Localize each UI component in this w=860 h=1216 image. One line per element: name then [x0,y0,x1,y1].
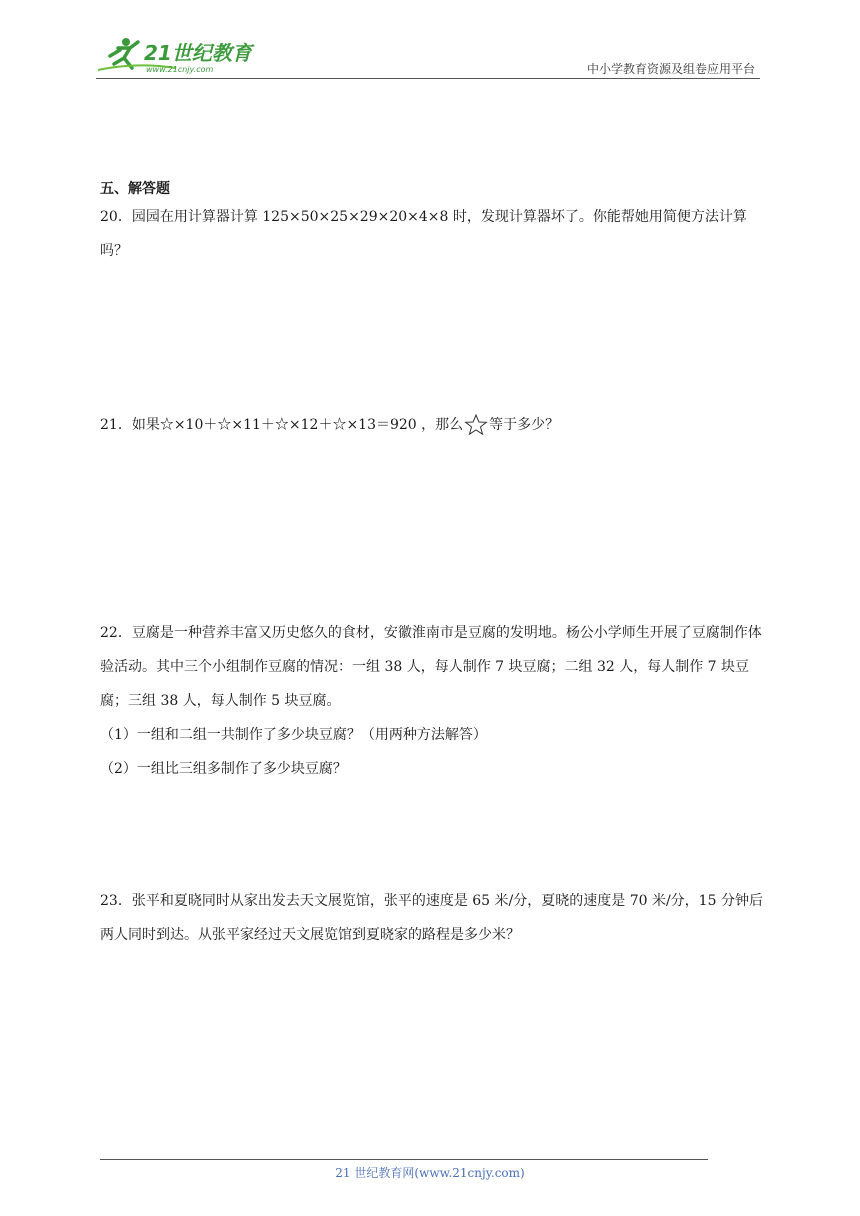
question-22-part-1: （1）一组和二组一共制作了多少块豆腐？（用两种方法解答） [100,727,487,743]
question-23: 23．张平和夏晓同时从家出发去天文展览馆，张平的速度是 65 米/分，夏晓的速度是 70 米/分，15 分钟后两人同时到达。从张平家经过天文展览馆到夏晓家的路程是多少米？ [100,893,763,943]
footer-divider [100,1159,708,1160]
logo-21cnjy [96,34,266,78]
question-21-tail: 等于多少？ [489,417,560,433]
question-22 [100,616,765,786]
footer-text: 21 世纪教育网(www.21cnjy.com) [335,1166,525,1180]
question-21-text: 21．如果☆×10＋☆×11＋☆×12＋☆×13＝920 ，那么 [100,417,464,433]
question-21 [100,408,765,442]
question-20: 20．园园在用计算器计算 125×50×25×29×20×4×8 时，发现计算器坏了。你能帮她用简便方法计算吗？ [100,209,747,259]
logo-url: www.21cnjy.com [146,65,214,74]
logo-text: 21世纪教育 [144,41,252,65]
platform-name: 中小学教育资源及组卷应用平台 [586,62,755,76]
section-title: 五、解答题 [100,181,170,197]
star-outline-icon [464,413,488,437]
question-22-part-2: （2）一组比三组多制作了多少块豆腐？ [100,761,347,777]
header-divider [96,78,760,79]
question-22-body: 22．豆腐是一种营养丰富又历史悠久的食材，安徽淮南市是豆腐的发明地。杨公小学师生开展了豆腐制作体验活动。其中三个小组制作豆腐的情况：一组 38 人，每人制作 7 块豆腐；二组 32 人，每人制作 7 块豆腐；三组 38 人，每人制作 5 块豆腐。 [100,625,762,709]
